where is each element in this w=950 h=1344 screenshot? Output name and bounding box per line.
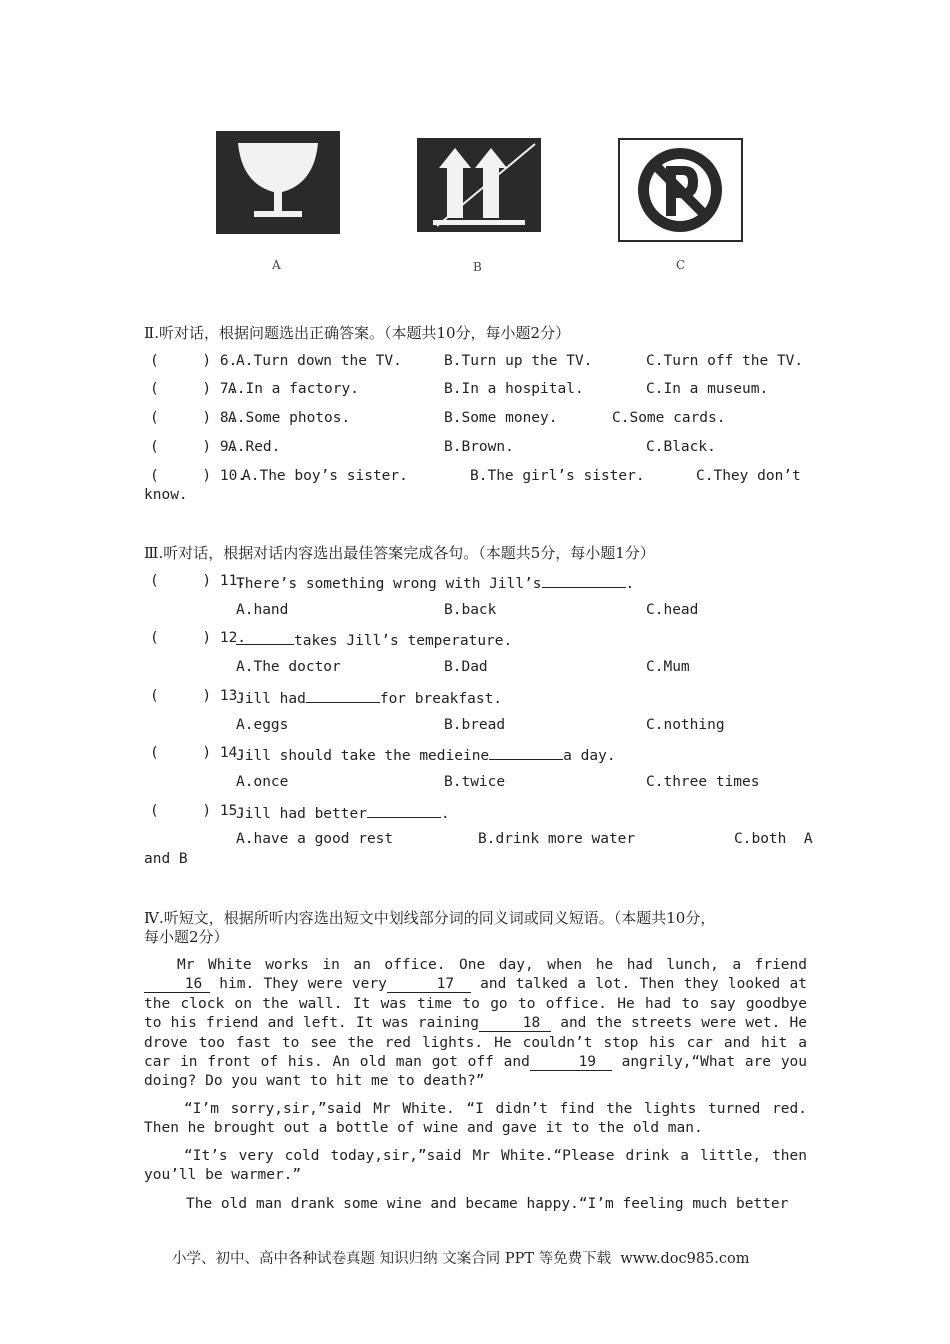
wine-glass-fragile-icon: [216, 131, 340, 234]
q12-option-c: C.Mum: [646, 659, 690, 675]
blank-19: 19: [530, 1053, 612, 1071]
q13-option-b: B.bread: [444, 717, 506, 733]
q15-option-a: A.have a good rest: [236, 831, 394, 847]
p1-text-b: him. They were very: [219, 976, 387, 993]
q10-option-c-continued: know.: [144, 487, 188, 503]
q12-number: ( ) 12.: [150, 630, 247, 646]
q11-stem: [236, 573, 634, 592]
q15-stem: [236, 803, 450, 822]
q15-number: ( ) 15.: [150, 803, 247, 819]
q6-number: ( ) 6.: [150, 353, 238, 369]
q11-number: ( ) 11.: [150, 573, 247, 589]
sign-c: [618, 138, 743, 246]
q8-option-c: C.Some cards.: [612, 410, 726, 426]
passage-paragraph-1: [144, 956, 807, 1092]
passage-paragraph-2: “I’m sorry,sir,”said Mr White. “I didn’t find the lights turned red. Then he brought out a bottle of wine and gave it to the old man.: [144, 1101, 807, 1137]
q8-number: ( ) 8.: [150, 410, 238, 426]
q13-number: ( ) 13.: [150, 688, 247, 704]
q11-stem-text: There’s something wrong with Jill’s: [236, 576, 542, 592]
page-footer: 小学、初中、高中各种试卷真题 知识归纳 文案合同 PPT 等免费下载 www.doc985.com: [172, 1251, 750, 1267]
q9-option-c: C.Black.: [646, 439, 716, 455]
q13-stem-text: Jill had: [236, 691, 306, 707]
blank-16: 16: [144, 975, 210, 993]
q13-stem: [236, 688, 502, 707]
no-parking-icon: [618, 138, 743, 242]
q9-number: ( ) 9.: [150, 439, 238, 455]
q15-option-c-continued: and B: [144, 851, 188, 867]
q10-option-a: A.The boy’s sister.: [242, 468, 408, 484]
section-3-heading: Ⅲ.听对话，根据对话内容选出最佳答案完成各句。（本题共5分，每小题1分）: [144, 544, 655, 562]
sign-a: [216, 131, 340, 238]
p1-text-d: and the streets were wet. He drove too fast to see the red lights. He couldn’t stop his car and hit a car in front of his. An old man got off and: [144, 1015, 807, 1071]
passage-paragraph-4: The old man drank some wine and became happy.“I’m feeling much better: [186, 1196, 789, 1212]
q12-stem: [236, 630, 512, 649]
q15-stem-end: .: [440, 806, 450, 822]
section-4-heading-line-2: 每小题2分）: [144, 928, 229, 946]
q7-number: ( ) 7.: [150, 381, 238, 397]
sign-label-b: B: [473, 260, 482, 274]
q15-stem-text: Jill had better: [236, 806, 367, 822]
q7-option-b: B.In a hospital.: [444, 381, 584, 397]
q15-option-c: C.both A: [734, 831, 813, 847]
q14-stem-text: Jill should take the medieine: [236, 748, 490, 764]
sign-b: [417, 138, 541, 236]
q9-option-a: A.Red.: [228, 439, 281, 455]
q12-option-a: A.The doctor: [236, 659, 341, 675]
q12-blank: [236, 630, 294, 645]
q14-option-a: A.once: [236, 774, 289, 790]
sign-label-a: A: [272, 258, 281, 272]
blank-17: 17: [387, 975, 471, 993]
q14-option-b: B.twice: [444, 774, 506, 790]
section-2-heading: Ⅱ.听对话，根据问题选出正确答案。（本题共10分，每小题2分）: [144, 324, 571, 342]
q10-number: ( ) 10.: [150, 468, 247, 484]
q12-option-b: B.Dad: [444, 659, 488, 675]
p1-text-a: Mr White works in an office. One day, when he had lunch, a friend: [177, 957, 807, 973]
q11-option-a: A.hand: [236, 602, 289, 618]
q14-stem: [236, 745, 616, 764]
q6-option-c: C.Turn off the TV.: [646, 353, 804, 369]
q13-blank: [306, 688, 380, 703]
q11-option-c: C.head: [646, 602, 699, 618]
q8-option-b: B.Some money.: [444, 410, 558, 426]
q15-option-b: B.drink more water: [478, 831, 636, 847]
q11-blank: [542, 573, 626, 588]
q11-option-b: B.back: [444, 602, 497, 618]
q10-option-c: C.They don’t: [696, 468, 801, 484]
sign-label-c: C: [676, 258, 686, 272]
q13-option-c: C.nothing: [646, 717, 725, 733]
q8-option-a: A.Some photos.: [228, 410, 351, 426]
q13-option-a: A.eggs: [236, 717, 289, 733]
q10-option-b: B.The girl’s sister.: [470, 468, 645, 484]
p1-text-c: and talked a lot. Then they looked at the clock on the wall. It was time to go to office. He had to say goodbye to his friend and left. It was raining: [144, 976, 807, 1032]
q7-option-a: A.In a factory.: [228, 381, 359, 397]
q12-stem-text: takes Jill’s temperature.: [294, 633, 513, 649]
q6-option-b: B.Turn up the TV.: [444, 353, 593, 369]
q9-option-b: B.Brown.: [444, 439, 514, 455]
passage-paragraph-3: “It’s very cold today,sir,”said Mr White.“Please drink a little, then you’ll be warmer.”: [144, 1148, 807, 1184]
q14-blank: [489, 745, 563, 760]
q14-stem-end: a day.: [563, 748, 616, 764]
q7-option-c: C.In a museum.: [646, 381, 769, 397]
q14-option-c: C.three times: [646, 774, 760, 790]
blank-18: 18: [479, 1014, 551, 1032]
q6-option-a: A.Turn down the TV.: [236, 353, 402, 369]
p1-text-e: angrily,“What are you doing? Do you want to hit me to death?”: [144, 1054, 808, 1090]
q15-blank: [367, 803, 441, 818]
this-way-up-arrows-icon: [417, 138, 541, 232]
q14-number: ( ) 14.: [150, 745, 247, 761]
section-4-heading-line-1: Ⅳ.听短文，根据所听内容选出短文中划线部分词的同义词或同义短语。（本题共10分，: [144, 909, 716, 927]
q13-stem-end: for breakfast.: [379, 691, 503, 707]
q11-stem-end: .: [625, 576, 635, 592]
